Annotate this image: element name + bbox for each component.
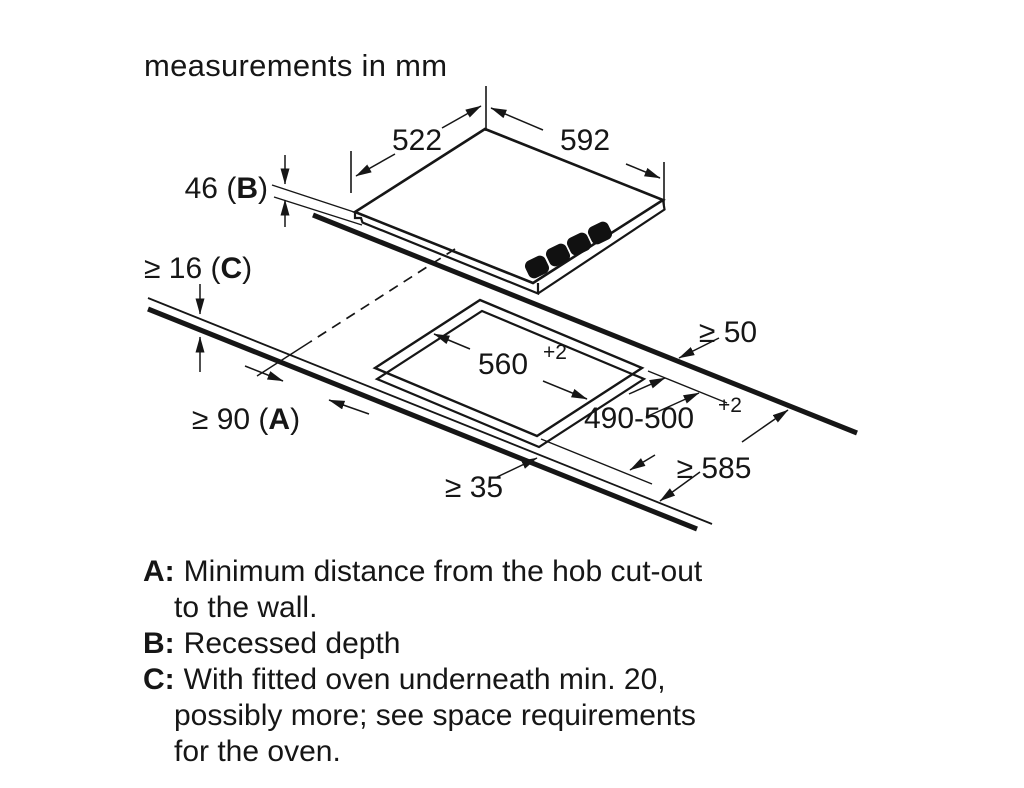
dim-cutout-width (434, 334, 587, 399)
dim-label-recess-depth: 46 (B) (184, 172, 268, 205)
dim-label-worktop-thickness: ≥ 16 (C) (144, 252, 253, 285)
arrow (329, 400, 369, 414)
arrow (491, 108, 543, 130)
dim-front-clearance (445, 458, 537, 504)
arrow (442, 106, 481, 128)
arrow (543, 381, 587, 399)
arrow (245, 366, 283, 381)
dim-label-cutout-depth-tolerance: +2 (718, 394, 742, 417)
dim-label-front-clearance: ≥ 35 (444, 471, 504, 504)
dim-back-clearance (629, 316, 757, 394)
dim-label-hob-depth: 522 (391, 124, 443, 157)
legend-letter: B: (143, 627, 175, 660)
projection-dashed (310, 249, 455, 342)
dim-label-side-clearance: ≥ 90 (A) (191, 403, 301, 436)
legend-item-a (143, 554, 702, 626)
arrow (742, 410, 788, 442)
dim-hob-depth (351, 86, 486, 193)
dim-label-worktop-depth: ≥ 585 (676, 452, 752, 485)
legend-letter: A: (143, 555, 175, 588)
arrow (626, 164, 660, 178)
dim-label-hob-width: 592 (559, 124, 611, 157)
page-title: measurements in mm (144, 48, 448, 83)
arrow (434, 334, 470, 349)
legend-item-b (143, 626, 702, 662)
dim-label-cutout-width-tolerance: +2 (543, 341, 567, 364)
dim-label-cutout-width: 560 (477, 348, 529, 381)
projection-line (257, 249, 455, 376)
legend-letter: C: (143, 663, 175, 696)
legend (143, 554, 702, 770)
legend-text: Minimum distance from the hob cut-out (183, 555, 703, 588)
legend-text: for the oven. (174, 735, 341, 768)
dim-label-back-clearance: ≥ 50 (698, 316, 758, 349)
dim-label-cutout-depth: 490-500 (584, 402, 695, 435)
hob-knob-icon (523, 254, 551, 281)
legend-text: to the wall. (174, 591, 318, 624)
legend-text: With fitted oven underneath min. 20, (183, 663, 666, 696)
hob-knobs (523, 220, 614, 281)
legend-text: Recessed depth (183, 627, 401, 660)
arrow (630, 455, 655, 470)
legend-item-c (143, 662, 702, 770)
arrow (356, 154, 395, 176)
dim-recess-depth (185, 155, 362, 227)
legend-text: possibly more; see space requirements (174, 699, 696, 732)
